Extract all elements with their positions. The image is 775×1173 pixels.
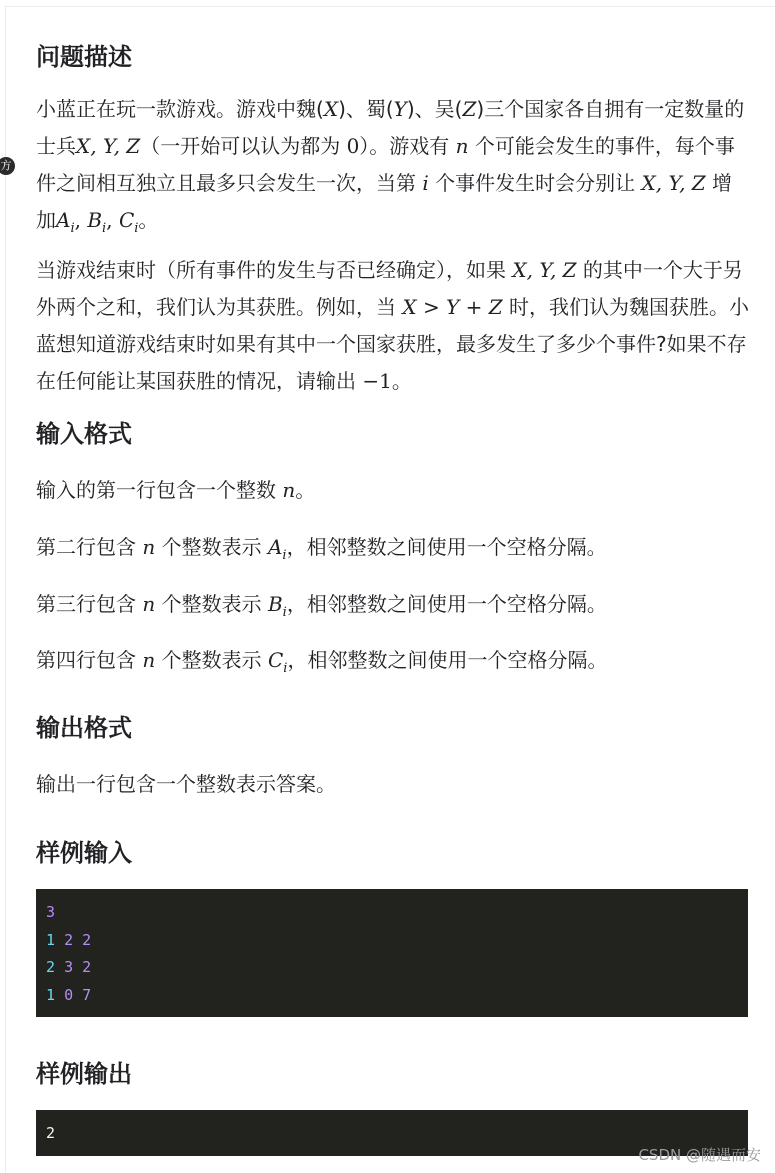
- input-line-3: 第三行包含 n 个整数表示 $B_i$，相邻整数之间使用一个空格分隔。: [36, 592, 607, 620]
- sample-input-title: 样例输入: [36, 839, 132, 867]
- code-line: 3: [46, 903, 56, 921]
- side-badge[interactable]: 方: [0, 157, 15, 175]
- sample-output-title: 样例输出: [36, 1060, 132, 1088]
- code-line: 1 0 7: [46, 985, 92, 1004]
- problem-title: 问题描述: [36, 43, 132, 71]
- code-line: 1 2 2: [46, 930, 92, 949]
- article-page: [0, 6, 775, 1173]
- csdn-watermark: CSDN @随遇而安: [638, 1146, 761, 1164]
- problem-paragraph-1: 小蓝正在玩一款游戏。游戏中魏(X)、蜀(Y)、吴(Z)三个国家各自拥有一定数量的士兵X, Y, Z（一开始可以认为都为 0）。游戏有 n 个可能会发生的事件，每个事件之间相互独立且最多只会发生一次，当第 i 个事件发生时会分别让 X, Y, Z 增加$A_i$, $B_i$, $C_i$。: [36, 97, 745, 236]
- problem-paragraph-2: 当游戏结束时（所有事件的发生与否已经确定），如果 X, Y, Z 的其中一个大于另外两个之和，我们认为其获胜。例如，当 X > Y + Z 时，我们认为魏国获胜。小蓝想知道游戏结束时如果有其中一个国家获胜，最多发生了多少个事件?如果不存在任何能让某国获胜的情况，请输出 −1。: [36, 258, 750, 393]
- code-line: 2 3 2: [46, 958, 92, 976]
- output-format-text: 输出一行包含一个整数表示答案。: [36, 772, 336, 796]
- sample-input-code-block[interactable]: [36, 889, 748, 1017]
- output-format-title: 输出格式: [36, 714, 132, 742]
- input-format-title: 输入格式: [36, 420, 132, 448]
- input-line-1: 输入的第一行包含一个整数 n。: [36, 478, 316, 502]
- input-line-4: 第四行包含 n 个整数表示 $C_i$，相邻整数之间使用一个空格分隔。: [36, 648, 608, 676]
- input-line-2: 第二行包含 n 个整数表示 $A_i$，相邻整数之间使用一个空格分隔。: [36, 535, 607, 563]
- code-line: 2: [46, 1124, 56, 1142]
